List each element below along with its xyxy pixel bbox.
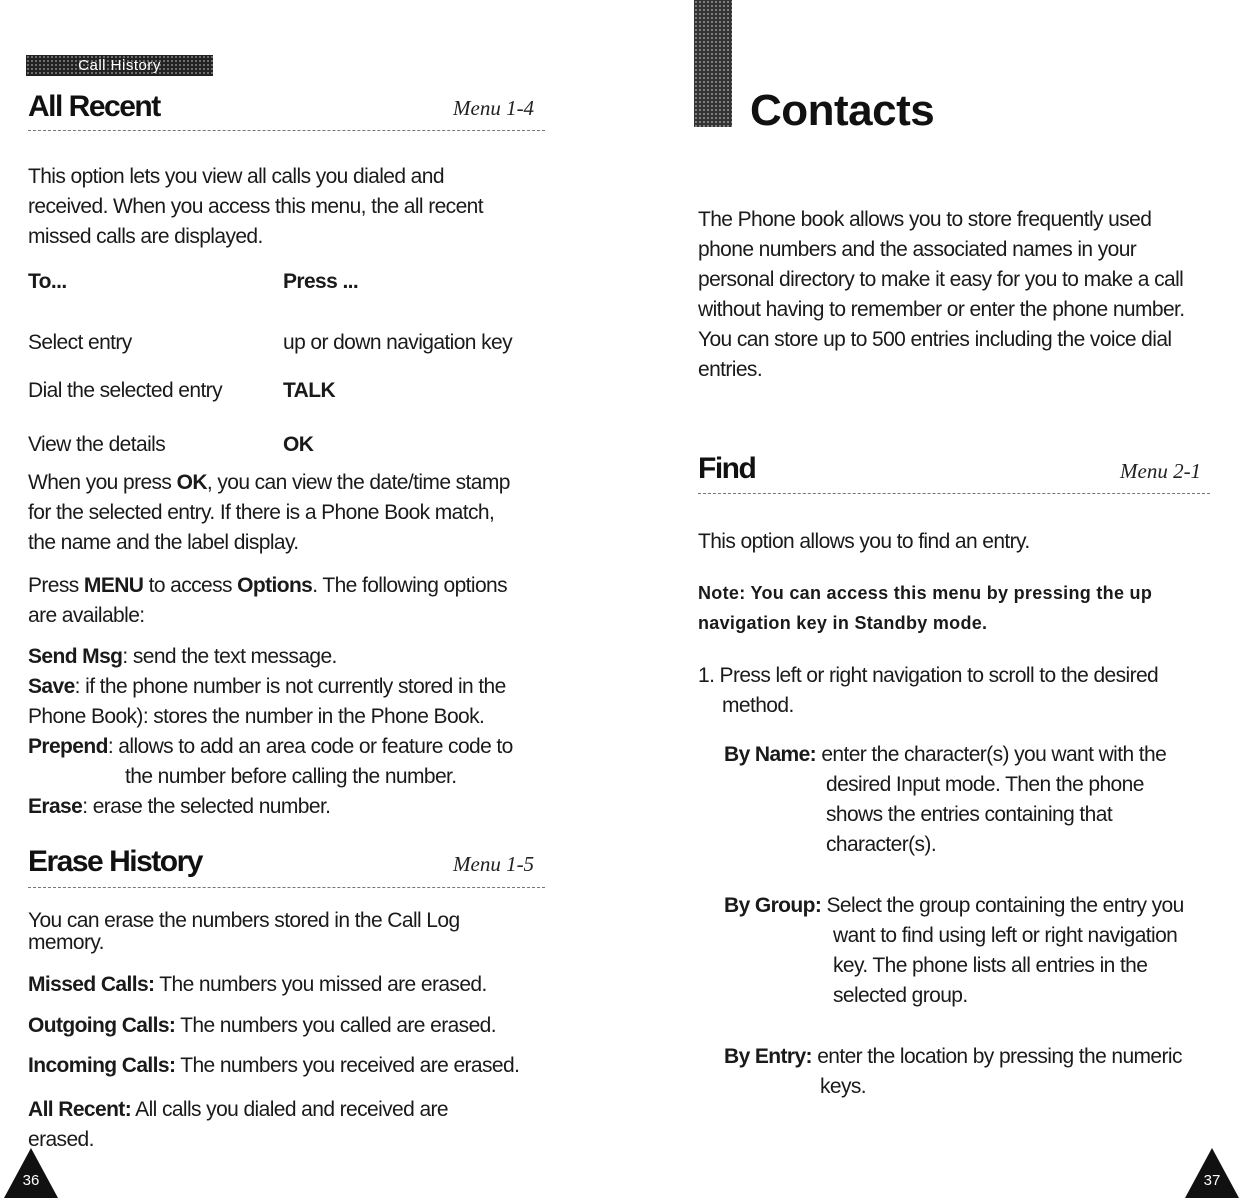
options-list: Send Msg: send the text message. Save: if the phone number is not currently stored in the Phone Book): stores the number in the Phone Book. Prepend: allows to add an area code or feature code to the number before calling the number. Erase: erase the selected number. (28, 642, 558, 822)
section-tab: Call History (26, 55, 213, 76)
intro-line: missed calls are displayed. (28, 225, 263, 248)
contacts-intro: The Phone book allows you to store frequently used phone numbers and the associated names in your personal directory to make it easy for you to make a call without having to remember or enter the phone number. You can store up to 500 entries including the voice dial entries. (698, 208, 1185, 381)
find-rule (698, 493, 1210, 494)
all-recent-heading: All Recent (28, 90, 160, 123)
table-header-to: To... (28, 270, 67, 293)
table-row-action: View the details (28, 433, 166, 456)
option-prepend: Prepend: allows to add an area code or feature code to (28, 735, 513, 758)
find-step-1: 1. Press left or right navigation to scroll to the desired method. (698, 664, 1159, 717)
page-number-left: 36 (22, 1172, 40, 1189)
find-heading: Find (698, 452, 756, 485)
by-name-option: By Name: enter the character(s) you want with the desired Input mode. Then the phone shows the entries containing that character(s). (724, 743, 1167, 856)
find-description: This option allows you to find an entry. (698, 530, 1030, 553)
option-send-msg: Send Msg: send the text message. (28, 645, 337, 668)
intro-line: received. When you access this menu, the all recent (28, 195, 483, 218)
erase-history-heading: Erase History (28, 845, 202, 878)
erase-item: Outgoing Calls: The numbers you called are erased. (28, 1014, 496, 1037)
menu-paragraph: Press MENU to access Options. The following options are available: (28, 574, 508, 627)
option-save: Save: if the phone number is not currently stored in the (28, 675, 506, 698)
table-row-action: Dial the selected entry (28, 379, 222, 402)
table-row-action: Select entry (28, 331, 132, 354)
erase-item: All Recent: All calls you dialed and received are erased. (28, 1098, 448, 1151)
table-header-press: Press ... (283, 270, 359, 293)
by-entry-option: By Entry: enter the location by pressing the numeric keys. (724, 1045, 1182, 1098)
all-recent-menu-ref: Menu 1-4 (453, 96, 535, 120)
find-menu-ref: Menu 2-1 (1120, 459, 1202, 483)
table-row-key: up or down navigation key (283, 331, 512, 354)
ok-paragraph: When you press OK, you can view the date/time stamp for the selected entry. If there is a Phone Book match, the name and the label display. (28, 471, 510, 554)
chapter-title: Contacts (750, 86, 935, 135)
table-row-key: OK (283, 433, 314, 456)
erase-history-intro: You can erase the numbers stored in the Call Log memory. (28, 909, 460, 954)
all-recent-intro (28, 162, 548, 252)
erase-item: Missed Calls: The numbers you missed are erased. (28, 973, 487, 996)
erase-item: Incoming Calls: The numbers you received are erased. (28, 1054, 520, 1077)
table-row-key: TALK (283, 379, 336, 402)
page-number-right: 37 (1203, 1172, 1221, 1189)
by-group-option: By Group: Select the group containing the entry you want to find using left or right navigation key. The phone lists all entries in the selected group. (724, 894, 1184, 1007)
chapter-marker (694, 0, 732, 127)
find-note: Note: You can access this menu by pressing the up navigation key in Standby mode. (698, 583, 1153, 633)
erase-history-rule (28, 887, 545, 888)
erase-history-menu-ref: Menu 1-5 (453, 852, 535, 876)
all-recent-rule (28, 130, 545, 131)
option-erase: Erase: erase the selected number. (28, 795, 331, 818)
intro-line: This option lets you view all calls you dialed and (28, 165, 444, 188)
